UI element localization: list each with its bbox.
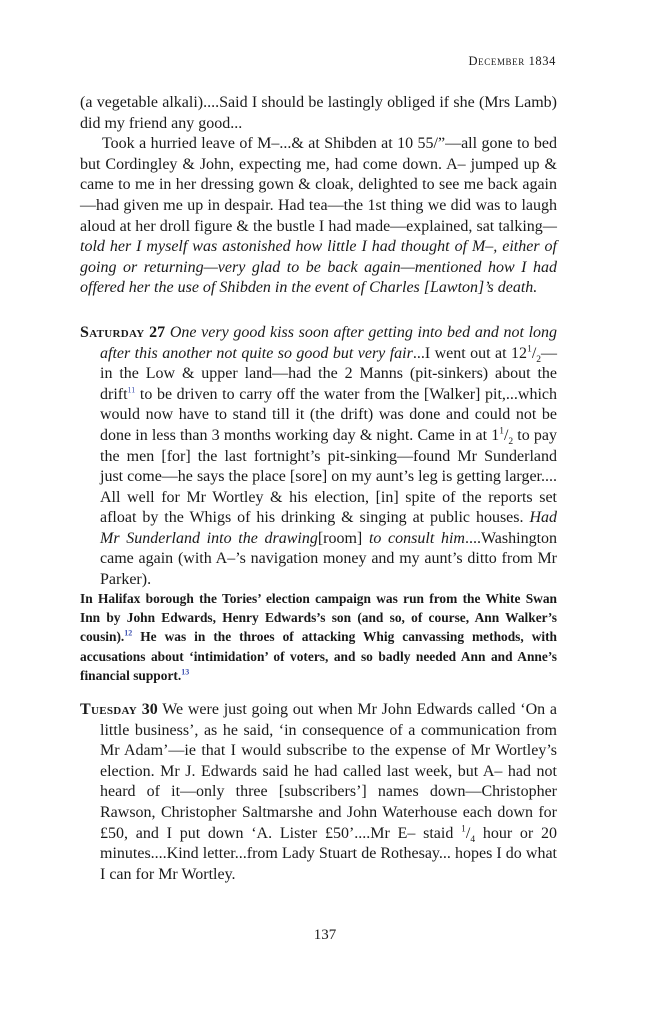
editorial-note	[80, 589, 557, 685]
entry-text-segment: hour or 20 minutes....Kind letter...from Lady Stuart de Rothesay... hopes I do what I can for Mr Wortley.	[100, 824, 557, 883]
entry-day-label: Tuesday	[80, 701, 137, 718]
entry-text-segment: to pay the men [for] the last fortnight’s pit-sinking—found Mr Sunderland just come—he says the place [sore] on my aunt’s leg is getting larger.... All well for Mr Wortley & his election, [in] spite of the reports set afloat by the Whigs of his drinking & singing at public houses.	[100, 426, 557, 527]
fraction-numerator: 1	[461, 824, 466, 835]
entry-text-segment: —in the Low & upper land—had the 2 Manns (pit-sinkers) about the drift	[100, 344, 558, 403]
entry-text-segment: ....Washington came again (with A–’s navigation money and my aunt’s ditto from Mr Parker).	[100, 529, 558, 589]
diary-entry-saturday-27: Saturday 27 One very good kiss soon after getting into bed and not long after this another not quite so good but very fair...I went out at $12^1/_2—in$ the Low & upper land—had the 2 Manns (pit-sinkers) about the drift$^{11}$ to be driven to carry off the water from the [Walker] pit,...which would now have to stand till it (the drift) was done and could not be done in less than 3 months working day & night. Came in at $1^1/_2$ to pay the men [for] the last fortnight’s pit-sinking—found Mr Sunderland just come—he says the place [sore] on my aunt’s leg is getting larger.... All well for Mr Wortley & his election, [in] spite of the reports set afloat by the Whigs of his drinking & singing at public houses. Had Mr Sunderland into the drawing[room] to consult him....Washington came again (with A–’s navigation money and my aunt’s ditto from Mr Parker).	[80, 323, 558, 589]
paragraph-vegetable-alkali: (a vegetable alkali)....Said I should be lastingly obliged if she (Mrs Lamb) did my friend any good...	[80, 94, 557, 132]
entry-day-label: Saturday	[80, 323, 145, 341]
diary-entry-tuesday-30: Tuesday 30 We were just going out when Mr John Edwards called ‘On a little business’, as he said, ‘in consequence of a communication from Mr Adam’—ie that I would subscribe to the expense of Mr Wortley’s election. Mr J. Edwards said he had called last week, but A– had not heard of it—only three [subscribers’] names down—Christopher Rawson, Christopher Saltmarshe and John Waterhouse each down for £50, and I put down ‘A. Lister £50’....Mr E– staid $^1/_4$ hour or 20 minutes....Kind letter...from Lady Stuart de Rothesay... hopes I do what I can for Mr Wortley.	[80, 701, 558, 883]
entry-date-number: 30	[141, 701, 158, 718]
entry-date-number: 27	[149, 323, 166, 341]
page-number: 137	[313, 927, 337, 943]
fraction-numerator: 1	[527, 344, 532, 355]
entry-continuation	[80, 93, 557, 591]
fraction-denominator: 4	[470, 834, 476, 845]
note-text: In Halifax borough the Tories’ election campaign was run from the White Swan Inn by John Edwards, Henry Edwards’s son (and so, of course, Ann Walker’s cousin).	[80, 591, 557, 645]
footnote-ref-12[interactable]: 12	[124, 628, 133, 638]
coded-italic-text: to consult him	[368, 529, 465, 547]
entry-text-segment: [room]	[317, 529, 369, 547]
running-head: December 1834	[468, 54, 556, 68]
paragraph-shibden-return	[80, 134, 557, 299]
return-plain-text: Took a hurried leave of M–...& at Shibden at 10 55/”—all gone to bed but Cordingley & John, expecting me, had come down. A– jumped up & came to me in her dressing gown & cloak, delighted to see me back again—had given me up in despair. Had tea—the 1st thing we did was to laugh aloud at her droll figure & the bustle I had made—explained, sat talking	[80, 135, 557, 235]
note-text: He was in the throes of attacking Whig canvassing methods, with accusations about ‘intimidation’ of voters, and so badly needed Ann and Anne’s financial support.	[80, 629, 557, 683]
footnote-ref-13[interactable]: 13	[181, 667, 190, 677]
fraction-numerator: 1	[499, 426, 504, 437]
entry-text-segment: We were just going out when Mr John Edwards called ‘On a little business’, as he said, ‘in consequence of a communication from Mr Adam’—ie that I would subscribe to the expense of Mr Wortley’s election. Mr J. Edwards said he had called last week, but A– had not heard of it—only three [subscribers’] names down—Christopher Rawson, Christopher Saltmarshe and John Waterhouse each down for £50, and I put down ‘A. Lister £50’....Mr E– staid	[100, 701, 558, 842]
entry-text-segment: ...I went out at 12	[412, 344, 528, 362]
coded-italic-text: Had Mr Sunderland into the drawing	[100, 509, 557, 547]
return-italic-text: —told her I myself was astonished how little I had thought of M–, either of going or returning—very glad to be back again—mentioned how I had offered her the use of Shibden in the event of Charles [Lawton]’s death.	[80, 217, 557, 297]
spacer	[80, 299, 557, 323]
fraction-denominator: 2	[508, 437, 514, 448]
coded-italic-text: One very good kiss soon after getting into bed and not long after this another not quite so good but very fair	[100, 323, 558, 362]
entry-text-segment: to be driven to carry off the water from the [Walker] pit,...which would now have to stand till it (the drift) was done and could not be done in less than 3 months working day & night. Came in at 1	[100, 385, 557, 444]
entry-block-30	[80, 700, 557, 885]
fraction-denominator: 2	[536, 354, 542, 365]
footnote-ref-11[interactable]: 11	[127, 385, 136, 395]
